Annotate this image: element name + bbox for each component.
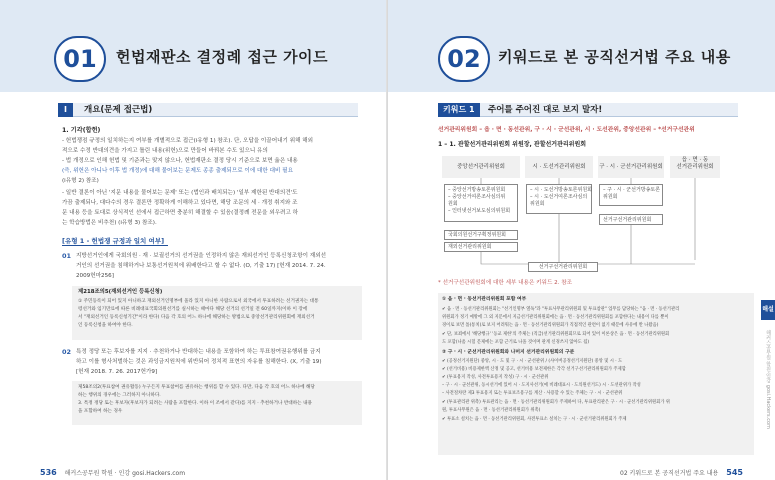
box-line: ✔ (공정선거지원단) 중앙, 시 · 도 및 구 · 시 · 군선관위 / (사이버공정선거지원단) 중앙 및 시 · 도 — [442, 359, 623, 364]
case-line: 지방선거인에게 국회의원 · 재 · 보궐선거의 선거권을 인정하지 않은 재외선거인 등록신청조항이 재외선 — [76, 253, 327, 259]
law-line: ① 주민등록이 되어 있지 아니하고 재외선거인명부에 올라 있지 아니한 사람으로서 외국에서 투표하려는 선거권자는 대통 — [78, 299, 319, 304]
keyword-tag: 키워드 1 — [438, 103, 480, 117]
org-box-bottom: 선거구선거관리위원회 — [528, 262, 598, 272]
org-line: 위원회 — [530, 201, 545, 207]
org-line: 원회 — [448, 201, 458, 207]
box-line: 도 포함(나옴 시험 문제에는 포함 근거로 나올 것이며 관계 신경쓰지 않아도 됨) — [442, 340, 590, 345]
overview-line: (i유형 2) 참조) — [62, 178, 99, 184]
chapter-number-right: 02 — [438, 36, 490, 82]
law-line: 3. 특정 정당 또는 후보자(후보자가 되려는 사람을 포함한다. 이하 이 조에서 같다)를 지지 · 추천하거나 반대하는 내용 — [78, 401, 312, 406]
left-page — [0, 0, 387, 480]
box-line: ✔ 투표소 설치는 읍 · 면 · 동선거관리위원회, 사전투표소 설치는 구 · 시 · 군선거관리위원회가 주제 — [442, 417, 627, 422]
subheading: 1 – 1. 관할선거관리위원회 위원장, 관할선거관리위원회 — [438, 141, 587, 148]
org-line: – 중앙선거방송토론위원회 — [448, 187, 506, 193]
case-line: [헌재 2018. 7. 26. 2017헌가9] — [76, 369, 158, 375]
overview-line: - 법 개정으로 인해 헌법 및 기준과는 맞지 않으나, 헌법재판소 결정 당시 기준으로 보면 옳은 내용 — [62, 158, 298, 164]
law-line: 서 "재외선거인 등록신청기간"이라 한다) 다음 각 호의 어느 하나에 해당하는 방법으로 중앙선거관리위원회에 재외선거 — [78, 315, 315, 320]
chapter-number-left: 01 — [54, 36, 106, 82]
overview-line: - 일반 결론이 아닌 '지문 내용을 물어보는 문제' 또는 (법인과 배치되는) '일부 제한된 반대의견'도 — [62, 190, 298, 196]
overview-line: - 헌법쟁점 규정의 일치하는지 여부를 개별적으로 접근(i유형 1) 참조). 단, 오답을 이끌어내기 위해 해외 — [62, 138, 314, 144]
box-line: ① 읍 · 면 · 동선거관리위원회 포함 여부 — [442, 297, 527, 302]
case-line: 특정 정당 또는 후보자를 지지 · 추천하거나 반대하는 내용을 포함하여 하는 투표참여권유행위를 금지 — [76, 349, 321, 355]
page-number-left: 536 — [40, 468, 57, 477]
overview-line: 는 학습방법은 비추천) (i유형 3) 참조). — [62, 220, 157, 226]
case-line: 거인의 선거권을 침해하거나 보통선거원칙에 위배한다고 할 수 없다. (O, 기출 17) [헌재 2014. 7. 24. — [76, 263, 326, 269]
keyword-title: 주어를 주어진 대로 보지 말자! — [488, 105, 603, 115]
box-line: – 사전절차란 제3 투표용지 또는 투표보조용구를 계산 · 사용할 수 있는 주체는 구 · 시 · 군선관위 — [442, 391, 623, 396]
box-line: ✔ 읍 · 면 · 동선거관리위원회는 "선거인명부 열독"과 "투표사무관리위원회 및 투표참관" 업무를 담당하는 "읍 · 면 · 동선거관리 — [442, 307, 680, 312]
org-line: – 시 · 도선거여론조사심의 — [530, 194, 588, 200]
section-title: 개요(문제 접근법) — [84, 105, 153, 115]
box-line: 경이로 보면 틀(통치)로 보지 어려워는 읍 · 면 · 동선거관리위원회가 직접적인 관련이 없기 때문에 사유에 반 나왔음) — [442, 323, 659, 328]
org-note: * 선거구선관위원회에 대한 세부 내용은 키워드 2. 참조 — [438, 280, 573, 286]
org-head: 읍 · 면 · 동 선거관리위원회 — [670, 156, 720, 178]
chapter-title-right: 키워드로 본 공직선거법 주요 내용 — [498, 48, 731, 66]
box-line: ✔ (투표관리관 위촉) 투표관리는 읍 · 면 · 동선거관리위원회가 주제하여 다, 투표관리관은 구 · 시 · 군선거관리위원회가 위 — [442, 400, 670, 405]
box-line: 원, 투표사무원은 읍 · 면 · 동선거관리위원회가 위촉) — [442, 408, 541, 413]
org-line: – 구 · 시 · 군선거방송토론 — [603, 187, 661, 193]
section-tag: I — [58, 103, 73, 117]
law-line: 제58조의2(투표참여 권유활동) 누구든지 투표참여를 권유하는 행위를 할 수 있다. 다만, 다음 각 호의 어느 하나에 해당 — [78, 385, 315, 390]
section-bar-left — [58, 103, 358, 117]
org-line: – 중앙선거여론조사심의위 — [448, 194, 506, 200]
org-box-national: 국회의원선거구획정위원회 — [444, 230, 518, 240]
org-line: 위원회 — [603, 194, 618, 200]
side-running-text: 해커스공무원 학원·인강 gosi.Hackers.com — [765, 330, 771, 429]
page-number-right: 545 — [726, 468, 743, 477]
box-line: 위원회가 정기 예방에 그 외 지문에서 지금선거관리위원회에는 읍 · 면 · 동선거관리위원회를 포함한다는 내용이 다를 뿐이 — [442, 315, 669, 320]
footer-right — [620, 468, 743, 477]
footer-left — [40, 468, 185, 477]
box-line: – 구 · 시 · 군선관위, 동시선거에 있어 시 · 도지사선거(예 비례대표시 · 도의원선거도) 시 · 도선관위가 작성 — [442, 383, 641, 388]
org-box-district-2: 선거구선거관리위원회 — [599, 214, 663, 225]
answer-tab: 해설 — [761, 300, 775, 320]
right-page — [388, 0, 775, 480]
box-line: ② 구 · 시 · 군선거관리위원회와 나머지 선거관리위원회의 구분 — [442, 350, 575, 355]
case-line: 2009헌마256] — [76, 273, 114, 279]
org-head: 중앙선거관리위원회 — [442, 156, 520, 178]
item-heading: 1. 기각(합헌) — [62, 127, 101, 134]
box-line: ✔ (선거비용) 비용제한액 산정 및 공고, 선거비용 보전제한은 각각 선거구선거관리위원회가 주제함 — [442, 367, 626, 372]
law-line: 하는 행위의 경우에는 그러하지 아니하다. — [78, 393, 161, 398]
case-number-2: 02 — [62, 348, 72, 356]
case-number-1: 01 — [62, 252, 72, 260]
law-line: 을 포함하여 하는 경우 — [78, 409, 123, 414]
box-line: ✔ (투표용지 작성, 사전투표용지 작성) 구 · 시 · 군선관위 — [442, 375, 549, 380]
org-head: 구 · 시 · 군선거관리위원회 — [598, 156, 664, 178]
law-line: 인 등록신청을 하여야 한다. — [78, 323, 133, 328]
intro-line: 선거관리위원회 – 읍 · 면 · 동선관위, 구 · 시 · 군선관위, 시 · 도선관위, 중앙선관위 – *선거구선관위 — [438, 127, 695, 133]
case-line: 하고 이를 형사처벌하는 것은 과잉금지원칙에 위반되어 정치적 표현의 자유를 침해한다. (X, 기출 19) — [76, 359, 322, 365]
law-line: 령선거와 임기만료에 따른 비례대표국회의원선거를 실시하는 때마다 해당 선거의 선거일 전 60일까지(이하 이 장에 — [78, 307, 308, 312]
overview-line: 문 내용 등을 토대로 상식적인 선에서 접근하면 충분히 해결할 수 있음(결정례 전문을 외우려고 하 — [62, 210, 299, 216]
org-box-overseas: 재외선거관리위원회 — [444, 242, 518, 252]
overview-line: 적으로 수정 반대의견을 가지고 틀린 내용(위헌)으로 만들어 바꿔본 수도 있으니 유의 — [62, 148, 268, 154]
overview-line: 가끔 출제되나, 대다수의 경우 결론만 정확하게 이해하고 있다면, 해당 조문의 세 · 개정 취지와 조 — [62, 200, 298, 206]
org-head: 시 · 도선거관리위원회 — [525, 156, 593, 178]
chapter-title-left: 헌법재판소 결정례 접근 가이드 — [116, 48, 329, 66]
overview-line: (즉, 위헌은 아니나 이후 법 개정)에 대해 물어보는 문제도 종종 출제되므로 이에 대한 대비 필요 — [62, 168, 293, 174]
law-title: 제218조의5(재외선거인 등록신청) — [78, 289, 163, 295]
org-line: – 시 · 도선거방송토론위원회 — [530, 187, 592, 193]
case-type-heading: [유형 1 - 헌법쟁 규정과 일치 여부] — [62, 236, 168, 246]
footer-text-right: 02 키워드로 본 공직선거법 주요 내용 — [620, 470, 719, 477]
org-line: – 인터넷선거보도심의위원회 — [448, 208, 511, 214]
box-line: ✔ 단, 보죄에서 '해당행규' '동교 제한'의 주체는 (직급)선거관리위원회므로 되어 있어 이론상은 읍 · 면 · 동선거관리위원회 — [442, 332, 670, 337]
footer-text-left: 해커스공무원 학원 · 인강 gosi.Hackers.com — [64, 470, 186, 477]
